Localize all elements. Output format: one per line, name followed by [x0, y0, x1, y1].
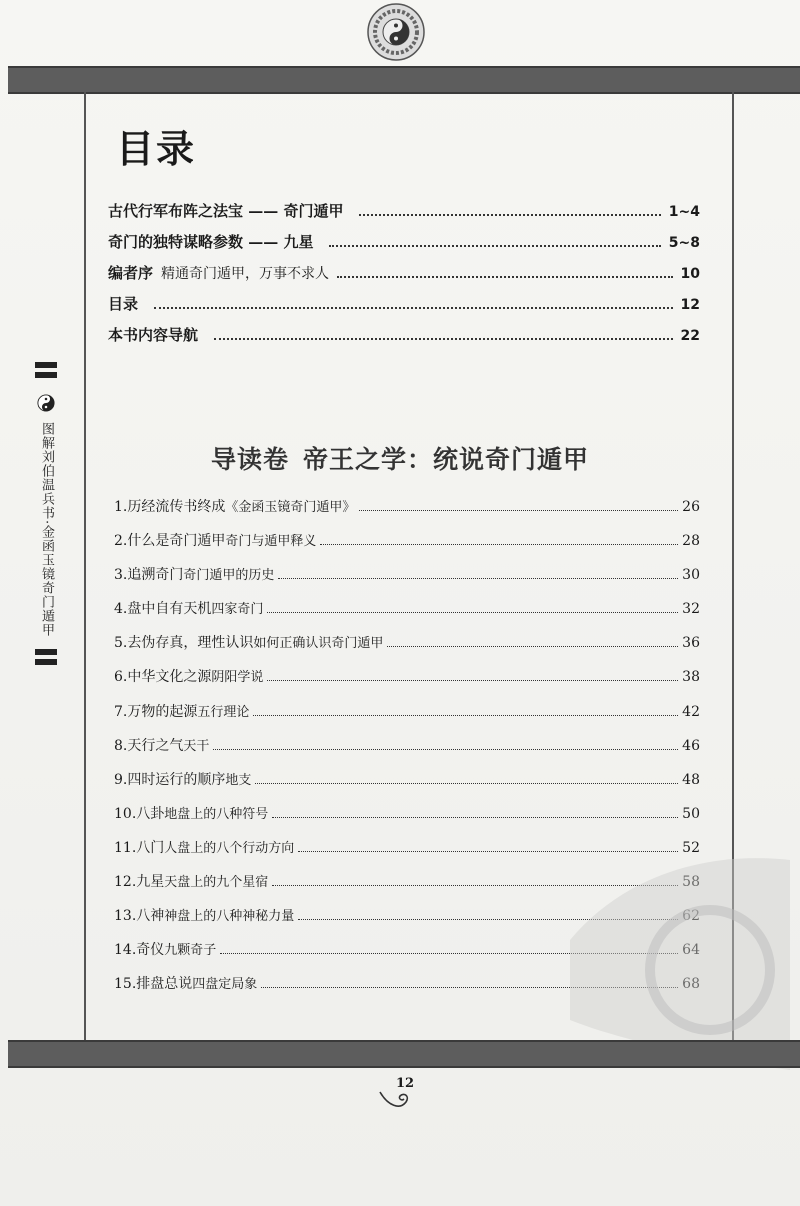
chapter-page: 68: [682, 976, 700, 993]
chapter-page: 48: [682, 771, 700, 788]
chapter-subtitle: 四盘定局象: [192, 977, 258, 993]
spine-book-title: 图解刘伯温兵书·金函玉镜奇门遁甲: [39, 422, 54, 638]
chapter-subtitle: 四家奇门: [211, 602, 264, 618]
spine-bar: [35, 372, 57, 378]
taiji-icon: [37, 394, 55, 412]
chapter-entry[interactable]: [114, 530, 700, 564]
toc-entry-label: 目录: [108, 295, 139, 313]
chapter-page: 52: [682, 839, 700, 856]
chapter-label: 11.八门: [114, 839, 165, 856]
chapter-entry[interactable]: [114, 496, 700, 530]
dot-leader: [255, 783, 678, 784]
chapter-subtitle: 神盘上的八种神秘力量: [164, 909, 295, 925]
chapter-page: 38: [682, 669, 700, 686]
chapter-entry[interactable]: [114, 598, 700, 632]
toc-entry-page: 12: [680, 297, 700, 313]
chapter-page: 58: [682, 874, 700, 891]
chapter-page: 30: [682, 567, 700, 584]
chapter-label: 6.中华文化之源: [114, 669, 212, 686]
chapter-subtitle: 天干: [183, 738, 210, 754]
chapter-label: 14.奇仪: [114, 942, 165, 959]
toc-entry[interactable]: [108, 293, 700, 324]
dot-leader: [214, 338, 673, 340]
section-name: 帝王之学：统说奇门遁甲: [303, 445, 590, 474]
chapter-label: 4.盘中自有天机: [114, 601, 212, 618]
chapter-label: 10.八卦: [114, 805, 165, 822]
section-heading: [0, 440, 800, 476]
section-part: 导读卷: [210, 445, 289, 474]
chapter-subtitle: 九颗奇子: [164, 943, 217, 959]
toc-entry[interactable]: [108, 231, 700, 262]
chapter-page: 32: [682, 601, 700, 618]
page-title: 目录: [116, 126, 197, 171]
dot-leader: [267, 612, 678, 613]
spine-bar: [35, 659, 57, 665]
dot-leader: [320, 544, 678, 545]
chapter-subtitle: 五行理论: [197, 704, 250, 720]
chapter-page: 62: [682, 908, 700, 925]
toc-entry-label: 编者序: [108, 264, 154, 282]
toc-entry-page: 22: [680, 328, 700, 344]
dot-leader: [267, 680, 678, 681]
chapter-page: 36: [682, 635, 700, 652]
chapter-page: 64: [682, 942, 700, 959]
toc-entry-label: 本书内容导航: [108, 326, 199, 344]
dot-leader: [272, 817, 678, 818]
header-band: [8, 66, 800, 94]
chapter-label: 7.万物的起源: [114, 703, 198, 720]
chapter-label: 1.历经流传书终成: [114, 499, 226, 515]
chapter-label: 13.八神: [114, 908, 165, 925]
spine-bar: [35, 362, 57, 368]
chapter-label: 5.去伪存真，理性认识: [114, 635, 254, 652]
toc-entry-page: 10: [680, 266, 700, 282]
spine-decoration: [26, 360, 66, 700]
chapter-subtitle: 奇门遁甲的历史: [183, 568, 275, 584]
toc-entry-page: 1~4: [668, 204, 700, 220]
chapter-entry[interactable]: [114, 564, 700, 598]
chapter-entry[interactable]: [114, 735, 700, 769]
chapter-subtitle: 人盘上的八个行动方向: [164, 840, 295, 856]
toc-entry-subtitle: 精通奇门遁甲，万事不求人: [161, 266, 330, 282]
chapter-label: 2.什么是奇门遁甲: [114, 533, 226, 550]
dot-leader: [278, 578, 678, 579]
chapter-subtitle: 奇门与遁甲释义: [225, 534, 317, 550]
chapter-subtitle: 如何正确认识奇门遁甲: [253, 636, 384, 652]
dot-leader: [253, 715, 678, 716]
dot-leader: [359, 510, 678, 511]
toc-entry[interactable]: [108, 262, 700, 293]
toc-entry-label: 古代行军布阵之法宝 —— 奇门遁甲: [108, 202, 344, 220]
chapter-label: 8.天行之气: [114, 737, 184, 754]
chapter-page: 26: [682, 499, 700, 515]
chapter-page: 46: [682, 737, 700, 754]
chapter-subtitle: 天盘上的九个星宿: [164, 875, 269, 891]
chapter-subtitle: 《金函玉镜奇门遁甲》: [225, 500, 356, 515]
chapter-page: 50: [682, 805, 700, 822]
chapter-entry[interactable]: [114, 701, 700, 735]
toc-entry[interactable]: [108, 324, 700, 355]
chapter-label: 12.九星: [114, 874, 165, 891]
dot-leader: [337, 276, 673, 278]
chapter-subtitle: 阴阳学说: [211, 670, 264, 686]
toc-entry[interactable]: [108, 200, 700, 231]
swirl-ornament-icon: [378, 1088, 418, 1114]
front-matter-toc: [108, 200, 700, 355]
toc-entry-page: 5~8: [668, 235, 700, 251]
footer-band: [8, 1040, 800, 1068]
chapter-entry[interactable]: [114, 666, 700, 700]
chapter-label: 3.追溯奇门: [114, 567, 184, 584]
page-number: 12: [396, 1076, 415, 1091]
chapter-entry[interactable]: [114, 769, 700, 803]
dot-leader: [359, 214, 660, 216]
dot-leader: [387, 646, 678, 647]
chapter-page: 28: [682, 533, 700, 550]
toc-entry-label: 奇门的独特谋略参数 —— 九星: [108, 233, 314, 251]
dot-leader: [329, 245, 660, 247]
chapter-label: 15.排盘总说: [114, 976, 193, 993]
chapter-page: 42: [682, 703, 700, 720]
chapter-subtitle: 地支: [225, 772, 252, 788]
dot-leader: [154, 307, 673, 309]
spine-bar: [35, 649, 57, 655]
chapter-label: 9.四时运行的顺序: [114, 771, 226, 788]
chapter-subtitle: 地盘上的八种符号: [164, 806, 269, 822]
bagua-emblem-icon: [366, 2, 426, 62]
dot-leader: [213, 749, 678, 750]
chapter-entry[interactable]: [114, 632, 700, 666]
